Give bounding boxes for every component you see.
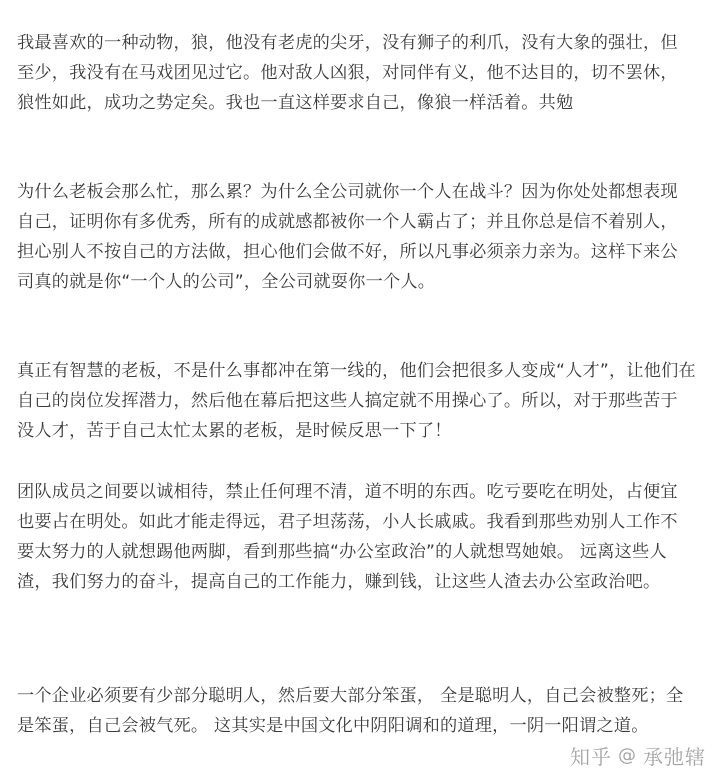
watermark-site: 知乎 [570,744,612,769]
paragraph-busy-boss [17,177,717,297]
text-line: 担心别人不按自己的方法做，担心他们会做不好，所以凡事必须亲力亲为。这样下来公 [17,242,678,262]
text-line: 为什么老板会那么忙，那么累？为什么全公司就你一个人在战斗？因为你处处都想表现 [17,182,678,202]
text-line: 自己的岗位发挥潜力，然后他在幕后把这些人搞定就不用操心了。所以，对于那些苦于 [17,391,678,411]
text-line: 渣，我们努力的奋斗，提高自己的工作能力，赚到钱，让这些人渣去办公室政治吧。 [17,572,661,592]
watermark-author: 承弛辖 [643,744,706,769]
text-line: 是笨蛋，自己会被气死。 这其实是中国文化中阴阳调和的道理，一阴一阳谓之道。 [17,716,649,736]
text-line: 没人才，苦于自己太忙太累的老板，是时候反思一下了！ [17,421,452,441]
text-line: 司真的就是你“一个人的公司”，全公司就耍你一个人。 [17,272,436,292]
zhihu-watermark [570,741,706,769]
text-line: 狼性如此，成功之势定矣。我也一直这样要求自己，像狼一样活着。共勉 [17,93,574,113]
paragraph-team-honesty [17,477,717,597]
paragraph-yin-yang [17,681,717,741]
paragraph-wise-boss [17,356,717,446]
text-line: 团队成员之间要以诚相待，禁止任何理不清，道不明的东西。吃亏要吃在明处，占便宜 [17,482,678,502]
text-line: 也要占在明处。如此才能走得远，君子坦荡荡，小人长戚戚。我看到那些劝别人工作不 [17,512,678,532]
text-line: 真正有智慧的老板，不是什么事都冲在第一线的，他们会把很多人变成“人才”，让他们在 [17,361,696,381]
watermark-at: @ [618,744,637,766]
text-line: 至少，我没有在马戏团见过它。他对敌人凶狠，对同伴有义，他不达目的，切不罢休， [17,63,678,83]
text-line: 我最喜欢的一种动物，狼，他没有老虎的尖牙，没有狮子的利爪，没有大象的强壮，但 [17,33,678,53]
text-line: 自己，证明你有多优秀，所有的成就感都被你一个人霸占了；并且你总是信不着别人， [17,212,678,232]
text-line: 要太努力的人就想踢他两脚，看到那些搞“办公室政治”的人就想骂她娘。 远离这些人 [17,542,667,562]
text-line: 一个企业必须要有少部分聪明人，然后要大部分笨蛋， 全是聪明人，自己会被整死；全 [17,686,684,706]
paragraph-wolf [17,28,717,118]
